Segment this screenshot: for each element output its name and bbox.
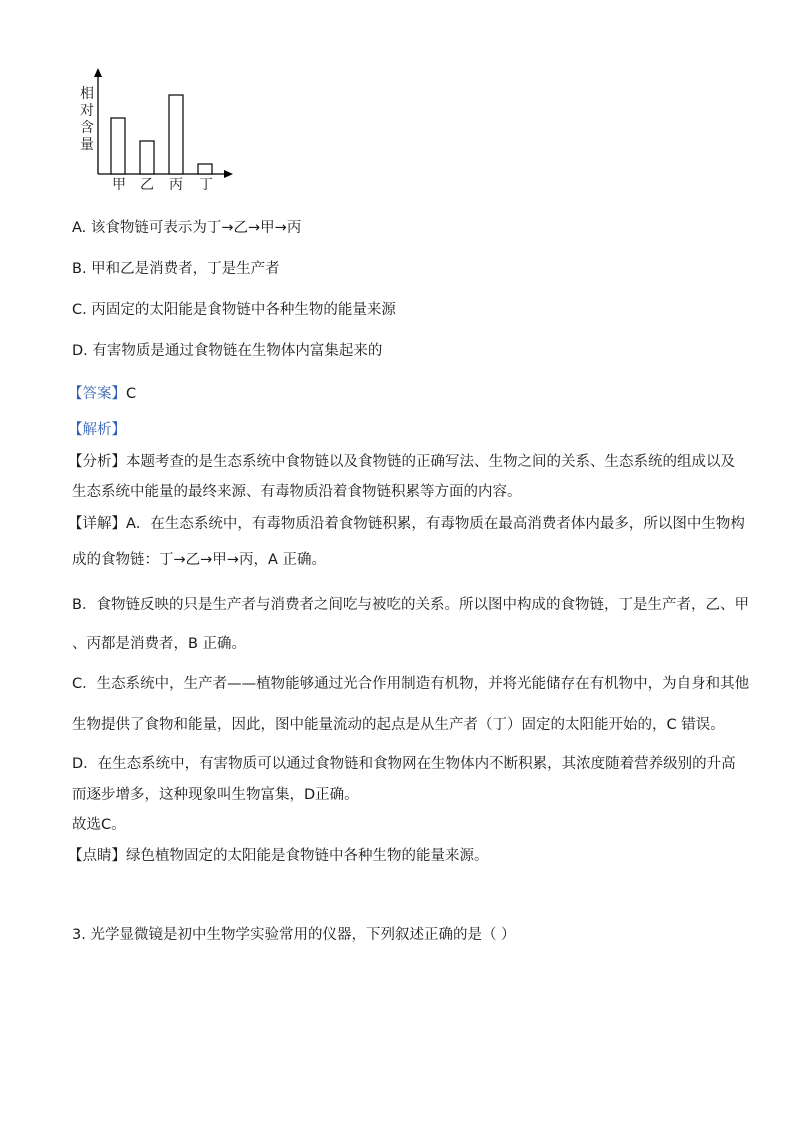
x-tick-label-yi: 乙 xyxy=(140,177,154,193)
xiangjie-d-line-2: 而逐步增多，这种现象叫生物富集，D正确。 xyxy=(72,787,359,803)
option-a: A. 该食物链可表示为丁→乙→甲→丙 xyxy=(72,220,302,236)
fenxi-line-1: 【分析】本题考查的是生态系统中食物链以及食物链的正确写法、生物之间的关系、生态系统的组成以及 xyxy=(68,454,735,470)
xiangjie-d-line-1: D．在生态系统中，有害物质可以通过食物链和食物网在生物体内不断积累，其浓度随着营养级别的升高 xyxy=(72,756,736,772)
xiangjie-a-line-2: 成的食物链：丁→乙→甲→丙，A 正确。 xyxy=(72,552,326,568)
x-tick-label-jia: 甲 xyxy=(112,177,126,193)
chart-y-axis-label: 相对含量 xyxy=(80,86,94,153)
option-d: D. 有害物质是通过食物链在生物体内富集起来的 xyxy=(72,343,383,359)
choice-line: 故选C。 xyxy=(72,817,126,833)
xiangjie-c-line-1: C．生态系统中，生产者——植物能够通过光合作用制造有机物，并将光能储存在有机物中，为自身和其他 xyxy=(72,676,750,692)
bar-jia xyxy=(111,118,125,174)
xiangjie-tag: 【详解】 xyxy=(68,516,126,532)
xiangjie-b-line-2: 、丙都是消费者，B 正确。 xyxy=(72,636,247,652)
answer-value: C xyxy=(126,386,137,402)
y-axis-arrow xyxy=(94,68,102,77)
option-c: C. 丙固定的太阳能是食物链中各种生物的能量来源 xyxy=(72,302,396,318)
answer-tag: 【答案】 xyxy=(68,386,126,402)
xiangjie-c-line-2: 生物提供了食物和能量，因此，图中能量流动的起点是从生产者（丁）固定的太阳能开始的，C 错误。 xyxy=(72,717,725,733)
x-tick-label-bing: 丙 xyxy=(169,177,183,193)
xiangjie-b-line-1: B．食物链反映的只是生产者与消费者之间吃与被吃的关系。所以图中构成的食物链，丁是生产者，乙、甲 xyxy=(72,597,749,613)
fenxi-tag: 【分析】 xyxy=(68,454,126,470)
x-axis-arrow xyxy=(224,170,233,178)
x-tick-label-ding: 丁 xyxy=(199,177,213,193)
answer-line xyxy=(68,387,136,402)
bar-chart xyxy=(70,66,240,196)
option-b: B. 甲和乙是消费者，丁是生产者 xyxy=(72,261,280,277)
bar-yi xyxy=(140,141,154,174)
analysis-tag: 【解析】 xyxy=(68,422,126,438)
fenxi-line-2: 生态系统中能量的最终来源、有毒物质沿着食物链积累等方面的内容。 xyxy=(72,484,522,500)
question-3: 3. 光学显微镜是初中生物学实验常用的仪器，下列叙述正确的是（ ） xyxy=(72,927,516,943)
dianjing-tag: 【点睛】 xyxy=(68,848,126,864)
bar-bing xyxy=(169,95,183,174)
xiangjie-a-line-1: 【详解】A．在生态系统中，有毒物质沿着食物链积累，有毒物质在最高消费者体内最多，所以图中生物构 xyxy=(68,516,745,532)
dianjing-line: 【点睛】绿色植物固定的太阳能是食物链中各种生物的能量来源。 xyxy=(68,848,489,864)
bar-ding xyxy=(198,164,212,174)
